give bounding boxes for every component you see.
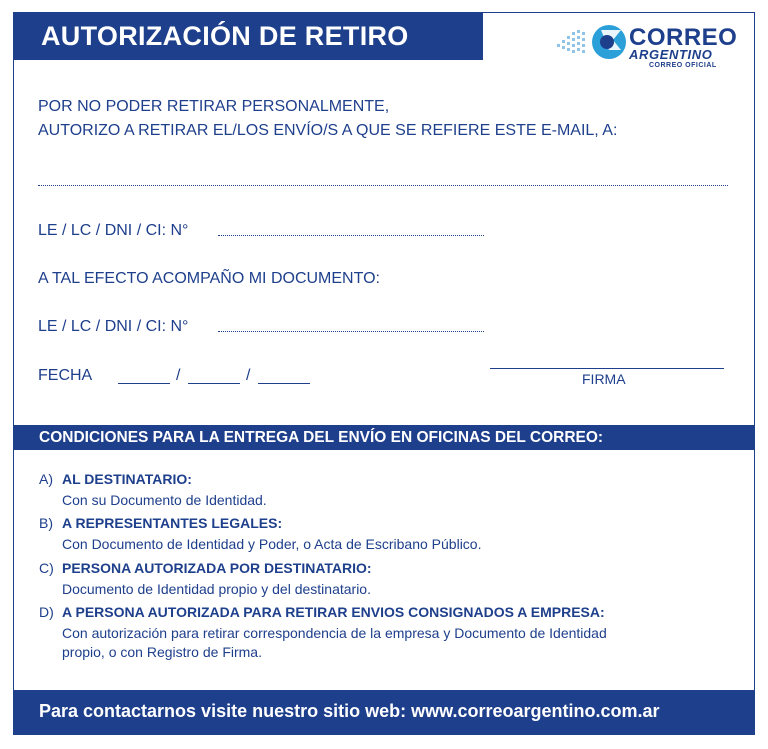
condition-heading: A PERSONA AUTORIZADA PARA RETIRAR ENVIOS CONSIGNADOS A EMPRESA xyxy=(62,604,601,620)
condition-colon: : xyxy=(600,604,605,620)
footer-contact-text: Para contactarnos visite nuestro sitio web: www.correoargentino.com.ar xyxy=(39,701,660,721)
correo-logo-icon xyxy=(553,22,629,66)
signature-label: FIRMA xyxy=(582,371,626,387)
condition-colon: : xyxy=(277,515,283,531)
logo-word-argentino: ARGENTINO xyxy=(629,47,713,62)
intro-line-1: POR NO PODER RETIRAR PERSONALMENTE, xyxy=(38,98,390,115)
conditions-title: CONDICIONES PARA LA ENTREGA DEL ENVÍO EN OFICINAS DEL CORREO: xyxy=(39,429,604,446)
condition-letter: B) xyxy=(39,515,53,531)
correo-argentino-logo xyxy=(553,22,738,74)
title-bar xyxy=(13,12,483,60)
condition-heading: AL DESTINATARIO xyxy=(62,471,188,487)
signature-line[interactable] xyxy=(490,368,724,369)
condition-letter: D) xyxy=(39,604,54,620)
condition-description: Documento de Identidad propio y del destinatario. xyxy=(62,581,371,597)
date-separator-2: / xyxy=(246,367,251,384)
date-month-field[interactable] xyxy=(188,383,240,384)
intro-line-2: AUTORIZO A RETIRAR EL/LOS ENVÍO/S A QUE SE REFIERE ESTE E-MAIL, A: xyxy=(38,122,618,139)
condition-letter: C) xyxy=(39,560,54,576)
authorized-person-field[interactable] xyxy=(38,185,728,186)
condition-description: Con Documento de Identidad y Poder, o Acta de Escribano Público. xyxy=(62,536,482,552)
condition-colon: : xyxy=(187,471,192,487)
doc-number-label-1: LE / LC / DNI / CI: N° xyxy=(38,222,189,239)
attach-doc-label: A TAL EFECTO ACOMPAÑO MI DOCUMENTO: xyxy=(38,270,380,287)
date-year-field[interactable] xyxy=(258,383,310,384)
condition-description-line-2: propio, o con Registro de Firma. xyxy=(62,644,262,660)
doc-number-field-2[interactable] xyxy=(218,331,484,332)
doc-number-label-2: LE / LC / DNI / CI: N° xyxy=(38,318,189,335)
condition-description-line-1: Con autorización para retirar correspondencia de la empresa y Documento de Identidad xyxy=(62,625,607,641)
condition-colon: : xyxy=(366,560,372,576)
date-separator-1: / xyxy=(176,367,181,384)
condition-heading: PERSONA AUTORIZADA POR DESTINATARIO xyxy=(62,560,367,576)
page-title: AUTORIZACIÓN DE RETIRO xyxy=(41,21,409,51)
logo-tagline: CORREO OFICIAL xyxy=(649,62,717,69)
logo-word-correo: CORREO xyxy=(629,24,738,51)
conditions-header xyxy=(13,425,755,450)
condition-description xyxy=(62,624,607,662)
date-day-field[interactable] xyxy=(118,383,170,384)
date-label: FECHA xyxy=(38,367,93,384)
condition-description: Con su Documento de Identidad. xyxy=(62,492,267,508)
footer-bar xyxy=(13,690,755,735)
doc-number-field-1[interactable] xyxy=(218,235,484,236)
condition-letter: A) xyxy=(39,471,53,487)
condition-heading: A REPRESENTANTES LEGALES xyxy=(62,515,278,531)
